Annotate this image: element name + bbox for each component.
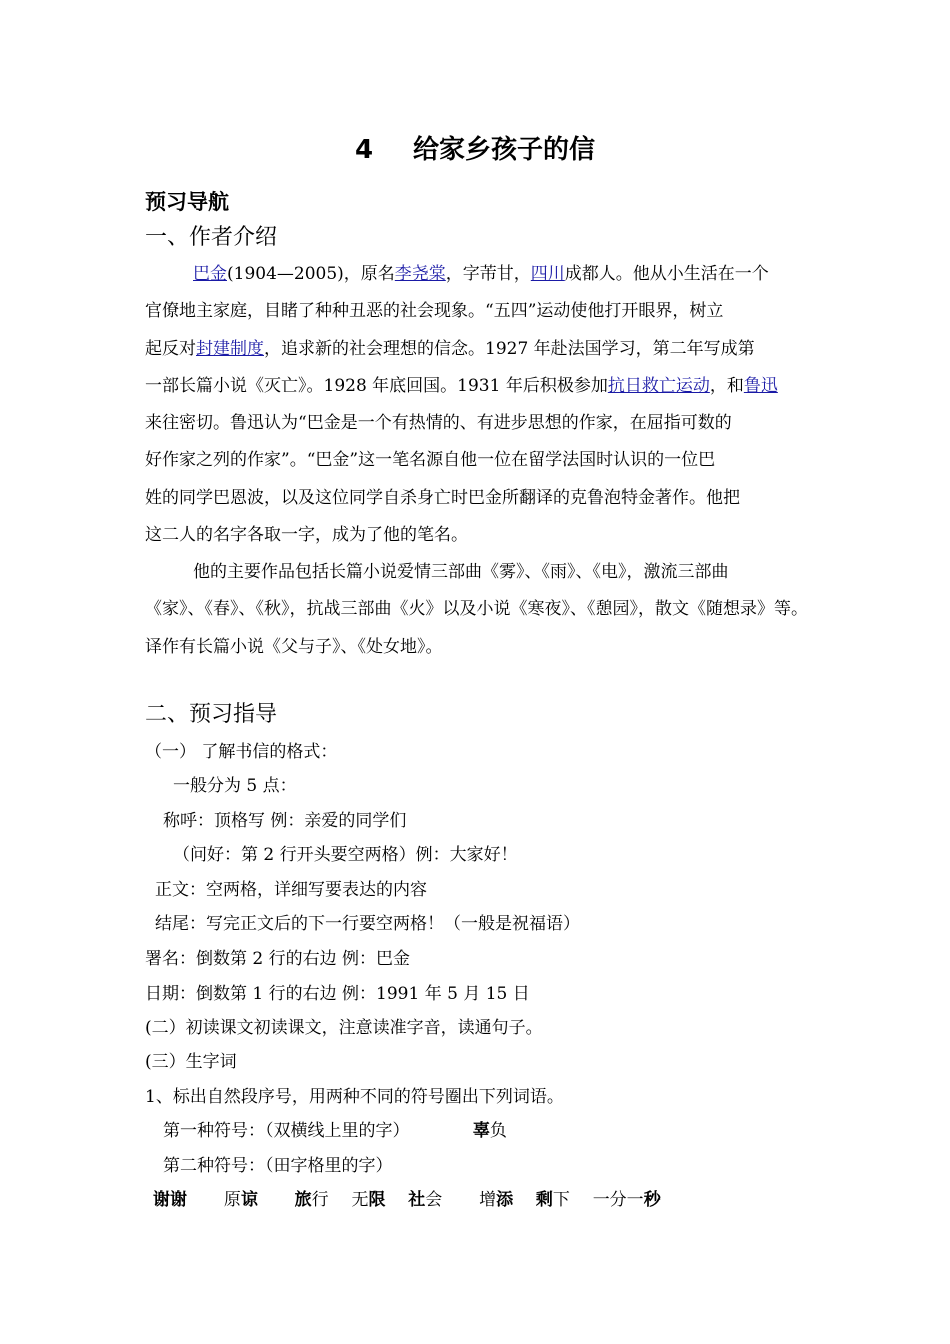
lesson-number: 4 [354, 135, 374, 165]
word-item: 谢谢 [153, 1190, 187, 1210]
link-feudal-system[interactable]: 封建制度 [196, 339, 264, 359]
author-line-5: 来往密切。鲁迅认为“巴金是一个有热情的、有进步思想的作家，在屈指可数的 [145, 413, 732, 433]
link-luxun[interactable]: 鲁迅 [743, 376, 778, 396]
author-line-8: 这二人的名字各取一字，成为了他的笔名。 [145, 525, 468, 545]
guide-heading: 二、预习指导 [145, 702, 278, 727]
guide-step-3: (三）生字词 [145, 1052, 237, 1072]
link-anti-japanese-movement[interactable]: 抗日救亡运动 [607, 376, 710, 396]
guide-step-1: （一） 了解书信的格式： [145, 742, 338, 762]
works-line-3: 译作有长篇小说《父与子》、《处女地》。 [145, 637, 443, 657]
author-line-7: 姓的同学巴恩波，以及这位同学自杀身亡时巴金所翻译的克鲁泡特金著作。他把 [145, 488, 740, 508]
lesson-title-text: 给家乡孩子的信 [413, 135, 596, 165]
works-line-1: 他的主要作品包括长篇小说爱情三部曲《雾》、《雨》、《电》，激流三部曲 [193, 562, 729, 582]
author-heading: 一、作者介绍 [145, 225, 278, 250]
word-item: 剩下 [535, 1190, 570, 1210]
symbol-1-label: 第一种符号：（双横线上里的字） [163, 1121, 410, 1141]
word-item: 无限 [351, 1190, 386, 1210]
format-intro: 一般分为 5 点： [173, 776, 297, 796]
author-line-6: 好作家之列的作家”。“巴金”这一笔名源自他一位在留学法国时认识的一位巴 [145, 450, 716, 470]
preview-heading: 预习导航 [145, 190, 229, 214]
author-line-1: 巴金(1904—2005)，原名李尧棠，字芾甘，四川成都人。他从小生活在一个 [193, 264, 769, 284]
format-body: 正文：空两格，详细写要表达的内容 [155, 880, 427, 900]
author-line-4: 一部长篇小说《灭亡》。1928 年底回国。1931 年后积极参加抗日救亡运动，和鲁迅 [145, 376, 778, 396]
works-line-2: 《家》、《春》、《秋》，抗战三部曲《火》以及小说《寒夜》、《憩园》，散文《随想录》等。 [145, 599, 808, 619]
link-sichuan[interactable]: 四川 [530, 264, 565, 284]
word-item: 旅行 [294, 1190, 329, 1210]
word-list [153, 1189, 661, 1211]
word-item: 原谅 [223, 1190, 258, 1210]
guide-step-2: (二）初读课文初读课文，注意读准字音，读通句子。 [145, 1018, 543, 1038]
format-date: 日期：倒数第 1 行的右边 例：1991 年 5 月 15 日 [145, 984, 530, 1004]
format-greeting: 称呼：顶格写 例：亲爱的同学们 [163, 811, 407, 831]
word-item: 增添 [479, 1190, 514, 1210]
author-line-2: 官僚地主家庭，目睹了种种丑恶的社会现象。“五四”运动使他打开眼界，树立 [145, 301, 724, 321]
format-hello: （问好：第 2 行开头要空两格）例：大家好！ [173, 845, 518, 865]
word-item: 社会 [408, 1190, 443, 1210]
link-bajin[interactable]: 巴金 [193, 264, 227, 284]
symbol-2-label: 第二种符号：（田字格里的字） [163, 1156, 393, 1176]
link-li-yaotang[interactable]: 李尧棠 [394, 264, 446, 284]
format-ending: 结尾：写完正文后的下一行要空两格！（一般是祝福语） [155, 914, 580, 934]
lesson-title [0, 134, 950, 166]
format-signature: 署名：倒数第 2 行的右边 例：巴金 [145, 949, 411, 969]
symbol-1-line: 第一种符号：（双横线上里的字） 辜负 [163, 1121, 507, 1141]
author-line-3: 起反对封建制度，追求新的社会理想的信念。1927 年赴法国学习，第二年写成第 [145, 339, 755, 359]
word-item: 一分一秒 [592, 1190, 661, 1210]
vocab-task-1: 1、标出自然段序号，用两种不同的符号圈出下列词语。 [145, 1087, 564, 1107]
